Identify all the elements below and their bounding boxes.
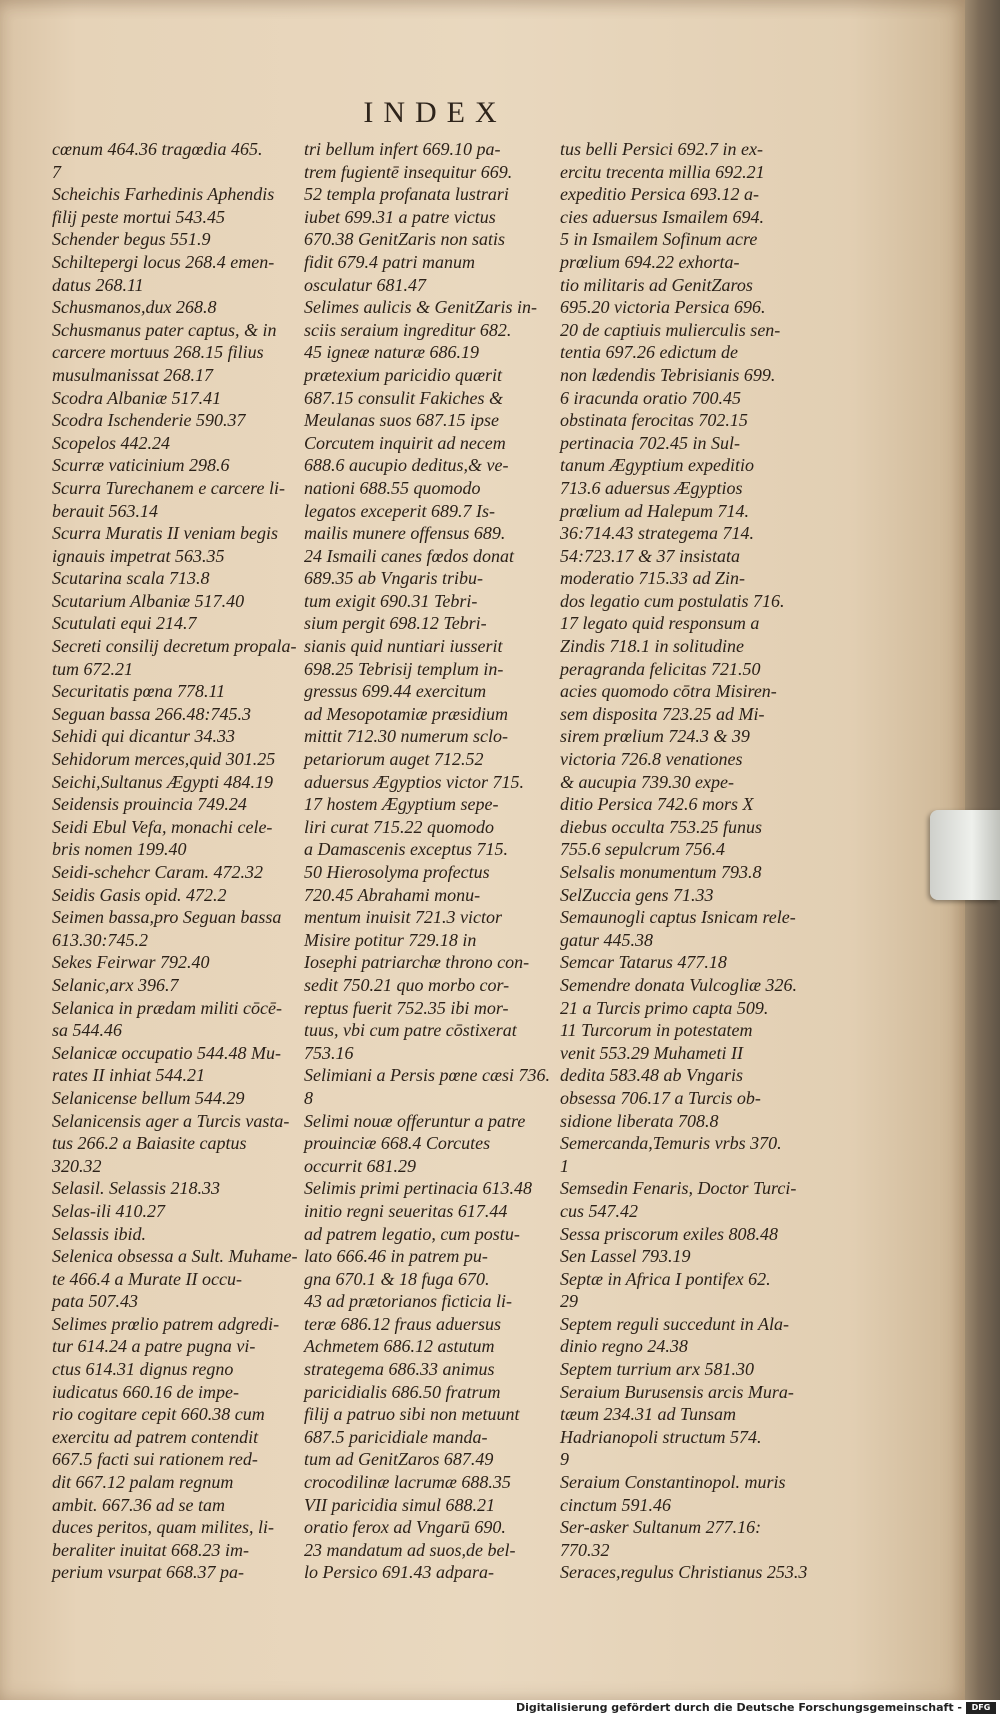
index-entry-line: peragranda felicitas 721.50 (560, 658, 761, 679)
index-entry-line: obstinata ferocitas 702.15 (560, 410, 748, 431)
index-entry-line: Selanicensis ager a Turcis vasta- (52, 1110, 290, 1131)
index-entry-line: legatos exceperit 689.7 Is- (304, 500, 495, 521)
index-entry-line: Selassis ibid. (52, 1223, 147, 1244)
index-entry-line: sem disposita 723.25 ad Mi- (560, 703, 765, 724)
index-entry-line: 20 de captiuis mulierculis sen- (560, 319, 781, 340)
index-entry-line: 21 a Turcis primo capta 509. (560, 997, 769, 1018)
index-entry-line: Seidi Ebul Vefa, monachi cele- (52, 816, 273, 837)
index-entry-line: Seidensis prouincia 749.24 (52, 794, 247, 815)
index-entry-line: prætexium paricidio quærit (304, 364, 502, 385)
index-entry-line: ad patrem legatio, cum postu- (304, 1223, 520, 1244)
index-entry-line: Seichi,Sultanus Ægypti 484.19 (52, 771, 273, 792)
index-entry-line: 695.20 victoria Persica 696. (560, 297, 766, 318)
index-column-3 (560, 138, 822, 1584)
index-entry-line: non lædendis Tebrisianis 699. (560, 364, 776, 385)
index-entry-line: 45 igneæ naturæ 686.19 (304, 342, 480, 363)
index-entry-line: 320.32 (52, 1155, 102, 1176)
index-entry-line: obsessa 706.17 a Turcis ob- (560, 1087, 761, 1108)
index-entry-line: 755.6 sepulcrum 756.4 (560, 839, 725, 860)
index-entry-line: Selimis primi pertinacia 613.48 (304, 1178, 532, 1199)
index-entry-line: aduersus Ægyptios victor 715. (304, 771, 524, 792)
index-entry-line: Selimiani a Persis pœne cæsi 736. (304, 1065, 550, 1086)
index-entry-line: a Damascenis exceptus 715. (304, 839, 508, 860)
index-entry-line: sianis quid nuntiari iusserit (304, 636, 503, 657)
index-entry-line: ctus 614.31 dignus regno (52, 1359, 234, 1380)
index-entry-line: tur 614.24 a patre pugna vi- (52, 1336, 256, 1357)
index-entry-line: sirem prœlium 724.3 & 39 (560, 726, 750, 747)
index-column-2 (304, 138, 566, 1584)
index-entry-line: Scurræ vaticinium 298.6 (52, 455, 230, 476)
index-entry-line: exercitu ad patrem contendit (52, 1426, 259, 1447)
index-entry-line: Selasil. Selassis 218.33 (52, 1178, 221, 1199)
index-entry-line: 29 (560, 1291, 578, 1312)
index-entry-line: Scutulati equi 214.7 (52, 613, 197, 634)
index-entry-line: Zindis 718.1 in solitudine (560, 636, 745, 657)
index-entry-line: acies quomodo cōtra Misiren- (560, 681, 777, 702)
index-entry-line: Seidis Gasis opid. 472.2 (52, 884, 227, 905)
index-entry-line: Scutarina scala 713.8 (52, 568, 210, 589)
index-entry-line: 7 (52, 161, 61, 182)
index-entry-line: initio regni seueritas 617.44 (304, 1200, 508, 1221)
index-entry-line: filij a patruo sibi non metuunt (304, 1404, 520, 1425)
index-entry-line: Seraium Burusensis arcis Mura- (560, 1381, 794, 1402)
index-entry-line: trem fugientē insequitur 669. (304, 161, 513, 182)
index-entry-line: 8 (304, 1087, 313, 1108)
index-entry-line: mentum inuisit 721.3 victor (304, 907, 502, 928)
index-column-1 (52, 138, 314, 1584)
index-entry-line: Corcutem inquirit ad necem (304, 432, 506, 453)
index-entry-line: 753.16 (304, 1042, 354, 1063)
index-entry-line: osculatur 681.47 (304, 274, 427, 295)
index-entry-line: Sehidorum merces,quid 301.25 (52, 749, 276, 770)
index-entry-line: 54:723.17 & 37 insistata (560, 545, 741, 566)
index-entry-line: tio militaris ad GenitZaros (560, 274, 753, 295)
index-entry-line: cinctum 591.46 (560, 1494, 671, 1515)
index-entry-line: berauit 563.14 (52, 500, 158, 521)
index-entry-line: venit 553.29 Muhameti II (560, 1042, 743, 1063)
index-entry-line: tri bellum infert 669.10 pa- (304, 139, 501, 159)
index-entry-line: 9 (560, 1449, 569, 1470)
index-entry-line: diebus occulta 753.25 funus (560, 816, 762, 837)
index-entry-line: 613.30:745.2 (52, 929, 148, 950)
index-entry-line: Scurra Muratis II veniam begis (52, 523, 278, 544)
index-entry-line: tum exigit 690.31 Tebri- (304, 590, 478, 611)
index-entry-line: Seguan bassa 266.48:745.3 (52, 703, 251, 724)
index-entry-line: Securitatis pœna 778.11 (52, 681, 226, 702)
index-entry-line: Scutarium Albaniæ 517.40 (52, 590, 245, 611)
index-entry-line: teræ 686.12 fraus aduersus (304, 1313, 502, 1334)
index-entry-line: Semercanda,Temuris vrbs 370. (560, 1133, 782, 1154)
index-entry-line: Septem turrium arx 581.30 (560, 1359, 754, 1380)
index-entry-line: datus 268.11 (52, 274, 144, 295)
index-entry-line: sidione liberata 708.8 (560, 1110, 719, 1131)
index-entry-line: bris nomen 199.40 (52, 839, 187, 860)
index-entry-line: sium pergit 698.12 Tebri- (304, 613, 487, 634)
index-entry-line: lo Persico 691.43 adpara- (304, 1562, 494, 1583)
index-entry-line: Scopelos 442.24 (52, 432, 170, 453)
index-entry-line: Secreti consilij decretum propala- (52, 636, 297, 657)
index-entry-line: tuus, vbi cum patre cōstixerat (304, 1020, 517, 1041)
index-entry-line: ambit. 667.36 ad se tam (52, 1494, 225, 1515)
index-entry-line: Hadrianopoli structum 574. (560, 1426, 762, 1447)
index-entry-line: musulmanissat 268.17 (52, 364, 214, 385)
index-entry-line: 50 Hierosolyma profectus (304, 862, 490, 882)
index-entry-line: Selimes prœlio patrem adgredi- (52, 1313, 280, 1334)
index-entry-line: 687.15 consulit Fakiches & (304, 387, 503, 408)
index-entry-line: nationi 688.55 quomodo (304, 477, 481, 498)
index-entry-line: dit 667.12 palam regnum (52, 1472, 234, 1493)
index-entry-line: dinio regno 24.38 (560, 1336, 688, 1357)
index-entry-line: strategema 686.33 animus (304, 1359, 495, 1380)
page-header: INDEX (363, 96, 507, 129)
index-entry-line: 1 (560, 1155, 569, 1176)
index-entry-line: Schiltepergi locus 268.4 emen- (52, 251, 275, 272)
index-entry-line: Septem reguli succedunt in Ala- (560, 1313, 789, 1334)
index-entry-line: iubet 699.31 a patre victus (304, 206, 496, 227)
index-entry-line: Seraium Constantinopol. muris (560, 1472, 786, 1493)
index-entry-line: prœlium 694.22 exhorta- (560, 251, 740, 272)
index-entry-line: Selsalis monumentum 793.8 (560, 862, 762, 882)
index-entry-line: Schender begus 551.9 (52, 229, 211, 250)
index-entry-line: 5 in Ismailem Sofinum acre (560, 229, 758, 250)
dfg-logo: DFG (966, 1702, 996, 1714)
index-entry-line: Seraces,regulus Christianus 253.3 (560, 1562, 808, 1583)
index-entry-line: tentia 697.26 edictum de (560, 342, 738, 363)
index-entry-line: 688.6 aucupio deditus,& ve- (304, 455, 509, 476)
index-entry-line: carcere mortuus 268.15 filius (52, 342, 264, 363)
index-entry-line: Seidi-schehcr Caram. 472.32 (52, 862, 263, 882)
index-entry-line: prouinciæ 668.4 Corcutes (304, 1133, 491, 1154)
index-entry-line: cœnum 464.36 tragœdia 465. (52, 139, 263, 159)
index-entry-line: tus belli Persici 692.7 in ex- (560, 139, 763, 159)
index-entry-line: Selenica obsessa a Sult. Muhame- (52, 1246, 298, 1267)
index-entry-line: ditio Persica 742.6 mors X (560, 794, 754, 815)
index-entry-line: filij peste mortui 543.45 (52, 206, 225, 227)
index-entry-line: ercitu trecenta millia 692.21 (560, 161, 765, 182)
index-entry-line: Misire potitur 729.18 in (304, 929, 477, 950)
index-entry-line: Seimen bassa,pro Seguan bassa (52, 907, 282, 928)
index-entry-line: 11 Turcorum in potestatem (560, 1020, 753, 1041)
index-entry-line: 17 legato quid responsum a (560, 613, 760, 634)
index-entry-line: Achmetem 686.12 astutum (304, 1336, 495, 1357)
index-entry-line: cus 547.42 (560, 1200, 638, 1221)
index-entry-line: Iosephi patriarchæ throno con- (304, 952, 530, 973)
index-entry-line: Septæ in Africa I pontifex 62. (560, 1268, 771, 1289)
index-entry-line: victoria 726.8 venationes (560, 749, 743, 770)
index-entry-line: Semcar Tatarus 477.18 (560, 952, 727, 973)
index-entry-line: Scodra Ischenderie 590.37 (52, 410, 246, 431)
index-entry-line: tum ad GenitZaros 687.49 (304, 1449, 494, 1470)
index-entry-line: Sen Lassel 793.19 (560, 1246, 691, 1267)
index-entry-line: Semendre donata Vulcogliæ 326. (560, 974, 797, 995)
index-entry-line: gna 670.1 & 18 fuga 670. (304, 1268, 490, 1289)
index-entry-line: 670.38 GenitZaris non satis (304, 229, 506, 250)
index-entry-line: tanum Ægyptium expeditio (560, 455, 754, 476)
index-entry-line: 52 templa profanata lustrari (304, 184, 509, 205)
index-entry-line: Scheichis Farhedinis Aphendis (52, 184, 275, 205)
index-entry-line: Selanic,arx 396.7 (52, 974, 179, 995)
index-entry-line: pertinacia 702.45 in Sul- (560, 432, 740, 453)
index-entry-line: Meulanas suos 687.15 ipse (304, 410, 499, 431)
index-entry-line: 689.35 ab Vngaris tribu- (304, 568, 484, 589)
index-entry-line: rio cogitare cepit 660.38 cum (52, 1404, 265, 1425)
index-entry-line: rates II inhiat 544.21 (52, 1065, 205, 1086)
index-entry-line: ad Mesopotamiæ præsidium (304, 703, 509, 724)
index-entry-line: 713.6 aduersus Ægyptios (560, 477, 743, 498)
index-entry-line: 687.5 paricidiale manda- (304, 1426, 488, 1447)
index-entry-line: mailis munere offensus 689. (304, 523, 506, 544)
index-entry-line: SelZuccia gens 71.33 (560, 884, 714, 905)
index-entry-line: & aucupia 739.30 expe- (560, 771, 734, 792)
index-entry-line: reptus fuerit 752.35 ibi mor- (304, 997, 509, 1018)
page-clip (930, 810, 1000, 900)
index-entry-line: oratio ferox ad Vngarū 690. (304, 1517, 506, 1538)
index-entry-line: Schusmanos,dux 268.8 (52, 297, 217, 318)
index-entry-line: pata 507.43 (52, 1291, 139, 1312)
index-entry-line: Selimes aulicis & GenitZaris in- (304, 297, 537, 318)
index-entry-line: Semsedin Fenaris, Doctor Turci- (560, 1178, 797, 1199)
index-entry-line: prœlium ad Halepum 714. (560, 500, 749, 521)
index-entry-line: tus 266.2 a Baiasite captus (52, 1133, 247, 1154)
index-entry-line: dos legatio cum postulatis 716. (560, 590, 785, 611)
index-entry-line: 24 Ismaili canes fœdos donat (304, 545, 514, 566)
index-entry-line: 23 mandatum ad suos,de bel- (304, 1539, 516, 1560)
digitization-footer (0, 1700, 1000, 1716)
index-entry-line: liri curat 715.22 quomodo (304, 816, 495, 837)
index-entry-line: duces peritos, quam milites, li- (52, 1517, 274, 1538)
index-entry-line: Selas-ili 410.27 (52, 1200, 165, 1221)
index-entry-line: tæum 234.31 ad Tunsam (560, 1404, 737, 1425)
footer-credit: Digitalisierung gefördert durch die Deutsche Forschungsgemeinschaft - (515, 1701, 962, 1714)
index-entry-line: Sessa priscorum exiles 808.48 (560, 1223, 778, 1244)
index-entry-line: Selimi nouæ offeruntur a patre (304, 1110, 526, 1131)
index-entry-line: sciis seraium ingreditur 682. (304, 319, 512, 340)
index-entry-line: fidit 679.4 patri manum (304, 251, 476, 272)
index-entry-line: 770.32 (560, 1539, 610, 1560)
index-entry-line: dedita 583.48 ab Vngaris (560, 1065, 743, 1086)
index-entry-line: 36:714.43 strategema 714. (560, 523, 754, 544)
index-entry-line: cies aduersus Ismailem 694. (560, 206, 764, 227)
index-entry-line: mittit 712.30 numerum sclo- (304, 726, 508, 747)
index-entry-line: sedit 750.21 quo morbo cor- (304, 974, 510, 995)
index-entry-line: Selanica in prædam militi cōcē- (52, 997, 282, 1018)
index-entry-line: perium vsurpat 668.37 pa- (52, 1562, 244, 1583)
index-entry-line: iudicatus 660.16 de impe- (52, 1381, 239, 1402)
index-entry-line: Semaunogli captus Isnicam rele- (560, 907, 796, 928)
index-entry-line: moderatio 715.33 ad Zin- (560, 568, 746, 589)
index-entry-line: Selanicæ occupatio 544.48 Mu- (52, 1042, 281, 1063)
index-entry-line: Ser-asker Sultanum 277.16: (560, 1517, 762, 1538)
index-entry-line: occurrit 681.29 (304, 1155, 416, 1176)
index-entry-line: 698.25 Tebrisij templum in- (304, 658, 504, 679)
index-entry-line: sa 544.46 (52, 1020, 123, 1041)
index-entry-line: 720.45 Abrahami monu- (304, 884, 481, 905)
index-entry-line: tum 672.21 (52, 658, 133, 679)
index-entry-line: paricidialis 686.50 fratrum (304, 1381, 501, 1402)
index-entry-line: te 466.4 a Murate II occu- (52, 1268, 242, 1289)
index-entry-line: Sekes Feirwar 792.40 (52, 952, 210, 973)
index-entry-line: ignauis impetrat 563.35 (52, 545, 225, 566)
index-entry-line: Selanicense bellum 544.29 (52, 1087, 245, 1108)
index-entry-line: 43 ad prætorianos ficticia li- (304, 1291, 513, 1312)
index-entry-line: beraliter inuitat 668.23 im- (52, 1539, 249, 1560)
index-entry-line: Schusmanus pater captus, & in (52, 319, 277, 340)
index-entry-line: petariorum auget 712.52 (304, 749, 484, 770)
index-entry-line: 667.5 facti sui rationem red- (52, 1449, 258, 1470)
index-entry-line: expeditio Persica 693.12 a- (560, 184, 759, 205)
index-entry-line: 17 hostem Ægyptium sepe- (304, 794, 499, 815)
index-entry-line: crocodilinæ lacrumæ 688.35 (304, 1472, 511, 1493)
index-entry-line: VII paricidia simul 688.21 (304, 1494, 495, 1515)
index-entry-line: lato 666.46 in patrem pu- (304, 1246, 488, 1267)
index-entry-line: Sehidi qui dicantur 34.33 (52, 726, 235, 747)
index-entry-line: Scurra Turechanem e carcere li- (52, 477, 285, 498)
index-entry-line: gatur 445.38 (560, 929, 654, 950)
index-entry-line: gressus 699.44 exercitum (304, 681, 487, 702)
index-entry-line: Scodra Albaniæ 517.41 (52, 387, 222, 408)
index-entry-line: 6 iracunda oratio 700.45 (560, 387, 742, 408)
